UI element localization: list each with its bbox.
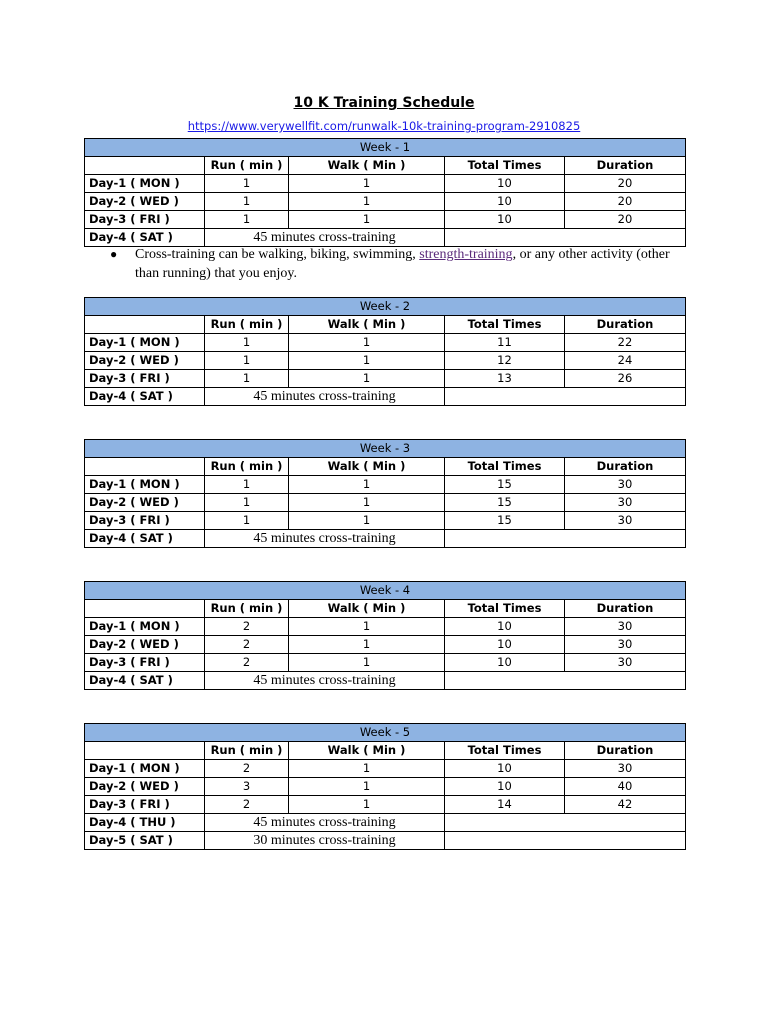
total-times-cell: 10 bbox=[445, 618, 565, 636]
bullet-icon: ● bbox=[110, 247, 118, 261]
total-times-cell: 10 bbox=[445, 760, 565, 778]
day-label: Day-1 ( MON ) bbox=[85, 760, 205, 778]
duration-cell: 22 bbox=[565, 334, 686, 352]
week-header-row bbox=[85, 582, 686, 600]
week-label: Week - 3 bbox=[85, 440, 686, 458]
table-row bbox=[85, 654, 686, 672]
total-times-cell: 13 bbox=[445, 370, 565, 388]
total-times-cell: 15 bbox=[445, 476, 565, 494]
table-row bbox=[85, 618, 686, 636]
table-row bbox=[85, 778, 686, 796]
column-header-row bbox=[85, 157, 686, 175]
column-header-total-times: Total Times bbox=[445, 458, 565, 476]
week-5-table bbox=[84, 723, 686, 850]
column-header-run: Run ( min ) bbox=[205, 316, 289, 334]
day-label: Day-2 ( WED ) bbox=[85, 636, 205, 654]
cross-training-cell: 45 minutes cross-training bbox=[205, 229, 445, 247]
duration-cell: 26 bbox=[565, 370, 686, 388]
cross-training-cell: 30 minutes cross-training bbox=[205, 832, 445, 850]
week-label: Week - 5 bbox=[85, 724, 686, 742]
duration-cell: 30 bbox=[565, 654, 686, 672]
total-times-cell: 10 bbox=[445, 636, 565, 654]
day-label: Day-4 ( THU ) bbox=[85, 814, 205, 832]
table-row bbox=[85, 512, 686, 530]
day-label: Day-4 ( SAT ) bbox=[85, 388, 205, 406]
day-label: Day-2 ( WED ) bbox=[85, 494, 205, 512]
duration-cell: 30 bbox=[565, 618, 686, 636]
column-header-row bbox=[85, 316, 686, 334]
walk-cell: 1 bbox=[289, 175, 445, 193]
cross-training-cell: 45 minutes cross-training bbox=[205, 530, 445, 548]
run-cell: 1 bbox=[205, 211, 289, 229]
run-cell: 1 bbox=[205, 476, 289, 494]
day-label: Day-2 ( WED ) bbox=[85, 193, 205, 211]
walk-cell: 1 bbox=[289, 796, 445, 814]
empty-cell bbox=[445, 814, 686, 832]
week-header-row bbox=[85, 440, 686, 458]
column-header-walk: Walk ( Min ) bbox=[289, 157, 445, 175]
table-row bbox=[85, 352, 686, 370]
column-header-row bbox=[85, 458, 686, 476]
total-times-cell: 10 bbox=[445, 211, 565, 229]
run-cell: 1 bbox=[205, 494, 289, 512]
column-header-run: Run ( min ) bbox=[205, 458, 289, 476]
page-title: 10 K Training Schedule bbox=[293, 95, 475, 111]
duration-cell: 20 bbox=[565, 211, 686, 229]
run-cell: 1 bbox=[205, 334, 289, 352]
day-label: Day-4 ( SAT ) bbox=[85, 672, 205, 690]
walk-cell: 1 bbox=[289, 352, 445, 370]
duration-cell: 30 bbox=[565, 476, 686, 494]
week-header-row bbox=[85, 139, 686, 157]
day-label: Day-3 ( FRI ) bbox=[85, 370, 205, 388]
note-text-after: , or any other activity (other than running) that you enjoy. bbox=[135, 247, 670, 281]
table-row bbox=[85, 334, 686, 352]
note-text-before: Cross-training can be walking, biking, swimming, bbox=[135, 247, 420, 262]
empty-cell bbox=[445, 530, 686, 548]
run-cell: 1 bbox=[205, 352, 289, 370]
column-header-row bbox=[85, 742, 686, 760]
column-header-empty bbox=[85, 600, 205, 618]
walk-cell: 1 bbox=[289, 636, 445, 654]
week-2-table bbox=[84, 297, 686, 406]
table-row bbox=[85, 636, 686, 654]
duration-cell: 24 bbox=[565, 352, 686, 370]
column-header-empty bbox=[85, 458, 205, 476]
column-header-run: Run ( min ) bbox=[205, 600, 289, 618]
week-label: Week - 1 bbox=[85, 139, 686, 157]
total-times-cell: 10 bbox=[445, 193, 565, 211]
total-times-cell: 10 bbox=[445, 778, 565, 796]
column-header-run: Run ( min ) bbox=[205, 157, 289, 175]
week-1-table bbox=[84, 138, 686, 247]
table-row bbox=[85, 193, 686, 211]
empty-cell bbox=[445, 672, 686, 690]
total-times-cell: 10 bbox=[445, 175, 565, 193]
table-row bbox=[85, 494, 686, 512]
column-header-walk: Walk ( Min ) bbox=[289, 458, 445, 476]
table-row bbox=[85, 175, 686, 193]
cross-training-row bbox=[85, 530, 686, 548]
table-row bbox=[85, 370, 686, 388]
day-label: Day-3 ( FRI ) bbox=[85, 654, 205, 672]
day-label: Day-1 ( MON ) bbox=[85, 476, 205, 494]
total-times-cell: 10 bbox=[445, 654, 565, 672]
duration-cell: 42 bbox=[565, 796, 686, 814]
week-3-table bbox=[84, 439, 686, 548]
duration-cell: 30 bbox=[565, 512, 686, 530]
total-times-cell: 15 bbox=[445, 494, 565, 512]
column-header-empty bbox=[85, 157, 205, 175]
day-label: Day-1 ( MON ) bbox=[85, 334, 205, 352]
table-row bbox=[85, 211, 686, 229]
column-header-walk: Walk ( Min ) bbox=[289, 600, 445, 618]
run-cell: 2 bbox=[205, 796, 289, 814]
column-header-duration: Duration bbox=[565, 742, 686, 760]
run-cell: 2 bbox=[205, 636, 289, 654]
column-header-duration: Duration bbox=[565, 157, 686, 175]
strength-training-link[interactable]: strength-training bbox=[419, 247, 513, 262]
column-header-walk: Walk ( Min ) bbox=[289, 316, 445, 334]
run-cell: 1 bbox=[205, 370, 289, 388]
walk-cell: 1 bbox=[289, 193, 445, 211]
table-row bbox=[85, 760, 686, 778]
column-header-duration: Duration bbox=[565, 600, 686, 618]
duration-cell: 20 bbox=[565, 175, 686, 193]
column-header-walk: Walk ( Min ) bbox=[289, 742, 445, 760]
empty-cell bbox=[445, 832, 686, 850]
column-header-row bbox=[85, 600, 686, 618]
day-label: Day-1 ( MON ) bbox=[85, 618, 205, 636]
run-cell: 1 bbox=[205, 193, 289, 211]
total-times-cell: 15 bbox=[445, 512, 565, 530]
day-label: Day-2 ( WED ) bbox=[85, 352, 205, 370]
week-header-row bbox=[85, 724, 686, 742]
duration-cell: 40 bbox=[565, 778, 686, 796]
total-times-cell: 11 bbox=[445, 334, 565, 352]
walk-cell: 1 bbox=[289, 211, 445, 229]
duration-cell: 20 bbox=[565, 193, 686, 211]
duration-cell: 30 bbox=[565, 494, 686, 512]
column-header-total-times: Total Times bbox=[445, 600, 565, 618]
week-header-row bbox=[85, 298, 686, 316]
run-cell: 2 bbox=[205, 760, 289, 778]
cross-training-row bbox=[85, 388, 686, 406]
day-label: Day-2 ( WED ) bbox=[85, 778, 205, 796]
cross-training-cell: 45 minutes cross-training bbox=[205, 814, 445, 832]
column-header-total-times: Total Times bbox=[445, 316, 565, 334]
day-label: Day-1 ( MON ) bbox=[85, 175, 205, 193]
walk-cell: 1 bbox=[289, 494, 445, 512]
run-cell: 1 bbox=[205, 512, 289, 530]
duration-cell: 30 bbox=[565, 760, 686, 778]
walk-cell: 1 bbox=[289, 618, 445, 636]
run-cell: 2 bbox=[205, 654, 289, 672]
walk-cell: 1 bbox=[289, 512, 445, 530]
column-header-run: Run ( min ) bbox=[205, 742, 289, 760]
week-label: Week - 4 bbox=[85, 582, 686, 600]
week-4-table bbox=[84, 581, 686, 690]
source-link[interactable]: https://www.verywellfit.com/runwalk-10k-training-program-2910825 bbox=[187, 119, 581, 133]
day-label: Day-3 ( FRI ) bbox=[85, 512, 205, 530]
walk-cell: 1 bbox=[289, 370, 445, 388]
column-header-total-times: Total Times bbox=[445, 742, 565, 760]
column-header-empty bbox=[85, 742, 205, 760]
day-label: Day-3 ( FRI ) bbox=[85, 211, 205, 229]
day-label: Day-5 ( SAT ) bbox=[85, 832, 205, 850]
day-label: Day-3 ( FRI ) bbox=[85, 796, 205, 814]
day-label: Day-4 ( SAT ) bbox=[85, 229, 205, 247]
column-header-duration: Duration bbox=[565, 458, 686, 476]
cross-training-cell: 45 minutes cross-training bbox=[205, 672, 445, 690]
walk-cell: 1 bbox=[289, 760, 445, 778]
walk-cell: 1 bbox=[289, 476, 445, 494]
note-text bbox=[135, 245, 680, 283]
duration-cell: 30 bbox=[565, 636, 686, 654]
walk-cell: 1 bbox=[289, 654, 445, 672]
walk-cell: 1 bbox=[289, 334, 445, 352]
total-times-cell: 12 bbox=[445, 352, 565, 370]
cross-training-row bbox=[85, 832, 686, 850]
cross-training-cell: 45 minutes cross-training bbox=[205, 388, 445, 406]
empty-cell bbox=[445, 388, 686, 406]
column-header-empty bbox=[85, 316, 205, 334]
run-cell: 1 bbox=[205, 175, 289, 193]
cross-training-row bbox=[85, 229, 686, 247]
table-row bbox=[85, 476, 686, 494]
table-row bbox=[85, 796, 686, 814]
cross-training-row bbox=[85, 672, 686, 690]
column-header-duration: Duration bbox=[565, 316, 686, 334]
run-cell: 2 bbox=[205, 618, 289, 636]
week-label: Week - 2 bbox=[85, 298, 686, 316]
total-times-cell: 14 bbox=[445, 796, 565, 814]
empty-cell bbox=[445, 229, 686, 247]
run-cell: 3 bbox=[205, 778, 289, 796]
day-label: Day-4 ( SAT ) bbox=[85, 530, 205, 548]
cross-training-row bbox=[85, 814, 686, 832]
walk-cell: 1 bbox=[289, 778, 445, 796]
column-header-total-times: Total Times bbox=[445, 157, 565, 175]
